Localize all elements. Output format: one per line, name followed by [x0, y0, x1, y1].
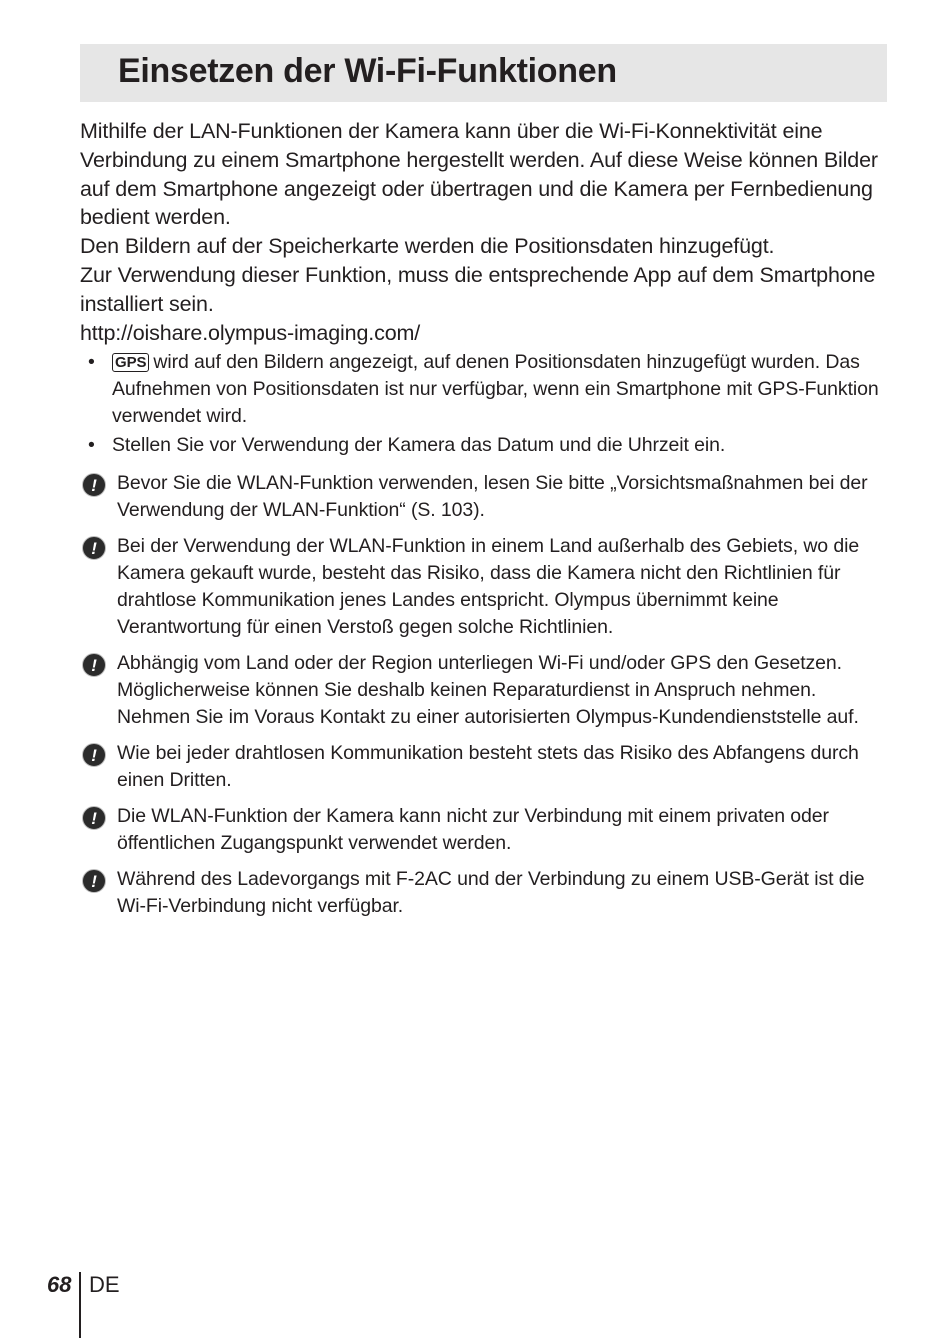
intro-text	[80, 117, 895, 347]
caution-list	[80, 470, 890, 929]
caution-icon: !	[82, 536, 106, 560]
caution-item	[80, 740, 890, 794]
caution-text: Bei der Verwendung der WLAN-Funktion in einem Land außerhalb des Gebiets, wo die Kamera gekauft wurde, besteht das Risiko, dass die Kamera nicht den Richtlinien für drahtlose Kommunikation jenes Landes entspricht. Olympus übernimmt keine Verantwortung für einen Verstoß gegen solche Richtlinien.	[117, 535, 860, 638]
caution-icon: !	[82, 653, 106, 677]
bullet-text: Stellen Sie vor Verwendung der Kamera das Datum und die Uhrzeit ein.	[112, 434, 726, 456]
bullet-dot: •	[88, 434, 95, 456]
caution-icon: !	[82, 869, 106, 893]
caution-text: Abhängig vom Land oder der Region unterliegen Wi-Fi und/oder GPS den Gesetzen.	[117, 652, 842, 674]
caution-text: Bevor Sie die WLAN-Funktion verwenden, lesen Sie bitte „Vorsichtsmaßnahmen bei der Verwendung der WLAN-Funktion“ (S. 103).	[117, 472, 868, 521]
bullet-dot: •	[88, 351, 95, 373]
language-code: DE	[89, 1272, 120, 1297]
intro-url: http://oishare.olympus-imaging.com/	[80, 320, 421, 345]
caution-item	[80, 803, 890, 857]
caution-text: Die WLAN-Funktion der Kamera kann nicht zur Verbindung mit einem privaten oder öffentlichen Zugangspunkt verwendet werden.	[117, 805, 829, 854]
bullet-item	[80, 349, 880, 430]
caution-icon: !	[82, 743, 106, 767]
bullet-list	[80, 349, 880, 461]
title-bar	[80, 44, 887, 102]
caution-item	[80, 866, 890, 920]
caution-icon: !	[82, 473, 106, 497]
caution-item	[80, 533, 890, 641]
bullet-text: wird auf den Bildern angezeigt, auf denen Positionsdaten hinzugefügt wurden. Das Aufnehmen von Positionsdaten ist nur verfügbar, wenn ein Smartphone mit GPS-Funktion verwendet wird.	[112, 351, 879, 427]
caution-item	[80, 650, 890, 731]
intro-paragraph: Zur Verwendung dieser Funktion, muss die entsprechende App auf dem Smartphone installiert sein.	[80, 262, 876, 316]
intro-paragraph: Den Bildern auf der Speicherkarte werden die Positionsdaten hinzugefügt.	[80, 234, 775, 259]
caution-text: Während des Ladevorgangs mit F-2AC und der Verbindung zu einem USB-Gerät ist die Wi-Fi-Verbindung nicht verfügbar.	[117, 868, 865, 917]
footer-divider	[79, 1272, 81, 1338]
caution-item	[80, 470, 890, 524]
intro-paragraph: Mithilfe der LAN-Funktionen der Kamera kann über die Wi-Fi-Konnektivität eine Verbindung zu einem Smartphone hergestellt werden. Auf diese Weise können Bilder auf dem Smartphone angezeigt oder übertragen und die Kamera per Fernbedienung bedient werden.	[80, 119, 878, 230]
caution-icon: !	[82, 806, 106, 830]
page-title: Einsetzen der Wi-Fi-Funktionen	[118, 52, 617, 90]
page-number: 68	[47, 1272, 72, 1297]
gps-icon: GPS	[112, 353, 149, 372]
bullet-item	[80, 432, 880, 459]
caution-text: Wie bei jeder drahtlosen Kommunikation besteht stets das Risiko des Abfangens durch einen Dritten.	[117, 742, 859, 791]
caution-text: Möglicherweise können Sie deshalb keinen Reparaturdienst in Anspruch nehmen. Nehmen Sie im Voraus Kontakt zu einer autorisierten Olympus-Kundendienststelle auf.	[117, 679, 859, 728]
